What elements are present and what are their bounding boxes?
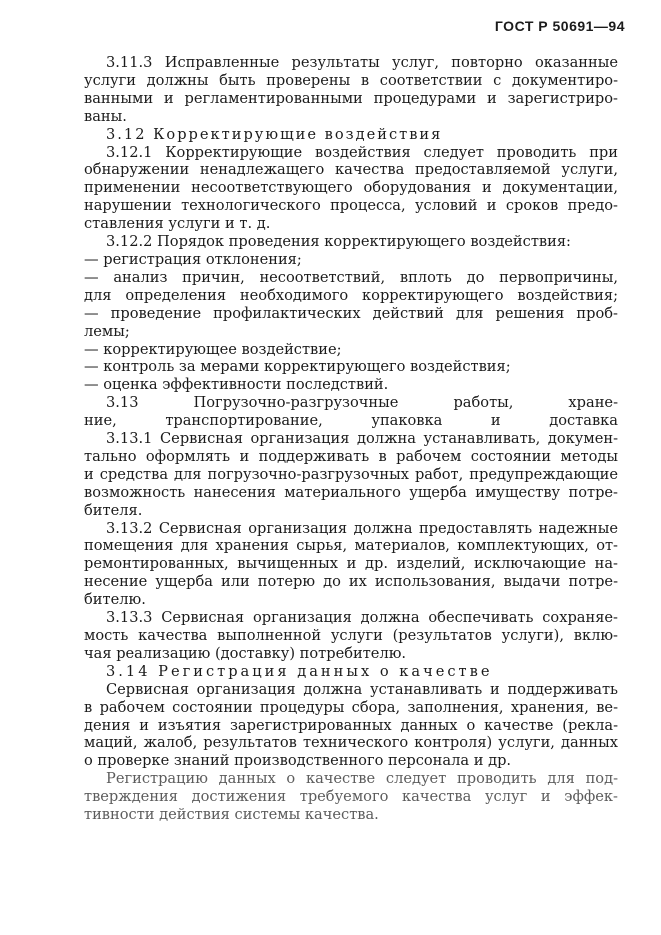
list-item: — контроль за мерами корректирующего воздействия; — [84, 358, 511, 376]
list-item: — анализ причин, несоответствий, вплоть до первопричины, — [84, 268, 618, 286]
text-line: Сервисная организация должна устанавливать и поддерживать — [106, 680, 618, 698]
text-line: тверждения достижения требуемого качества услуг и эффек- — [84, 788, 618, 806]
text-line: для определения необходимого корректирующего воздействия; — [84, 286, 618, 304]
text-line: 3.13.3 Сервисная организация должна обеспечивать сохраняе- — [106, 609, 618, 627]
document-header: ГОСТ Р 50691—94 — [494, 18, 625, 34]
text-line: бителю. — [84, 591, 146, 609]
text-line: ремонтированных, вычищенных и др. изделий, исключающие на- — [84, 555, 618, 573]
text-line: в рабочем состоянии процедуры сбора, заполнения, хранения, ве- — [84, 698, 618, 716]
text-line: тально оформлять и поддерживать в рабочем состоянии методы — [84, 447, 618, 465]
document-body — [84, 54, 618, 824]
text-line: 3.12.1 Корректирующие воздействия следует проводить при — [106, 143, 618, 161]
text-line: возможность нанесения материального ущерба имуществу потре- — [84, 483, 618, 501]
text-line: несение ущерба или потерю до их использования, выдачи потре- — [84, 573, 618, 591]
text-line: услуги должны быть проверены в соответствии с документиро- — [84, 71, 618, 89]
text-line: 3.13.2 Сервисная организация должна предоставлять надежные — [106, 519, 618, 537]
text-line: мость качества выполненной услуги (результатов услуги), вклю- — [84, 627, 618, 644]
list-item: — оценка эффективности последствий. — [84, 376, 389, 394]
text-line: лемы; — [84, 322, 130, 340]
text-line: чая реализацию (доставку) потребителю. — [84, 644, 407, 662]
text-line: помещения для хранения сырья, материалов, комплектующих, от- — [84, 537, 618, 555]
text-line: 3.11.3 Исправленные результаты услуг, повторно оказанные — [106, 54, 618, 71]
text-line: бителя. — [84, 501, 143, 519]
text-line: нарушении технологического процесса, условий и сроков предо- — [84, 197, 618, 215]
text-line: дения и изъятия зарегистрированных данных о качестве (рекла- — [84, 716, 618, 734]
text-line: 3.12.2 Порядок проведения корректирующего воздействия: — [106, 233, 571, 251]
text-line: применении несоответствующего оборудования и документации, — [84, 179, 618, 197]
section-heading: 3.13 Погрузочно-разгрузочные работы, хране- — [106, 394, 618, 412]
section-heading: 3.14 Регистрация данных о качестве — [106, 662, 493, 680]
text-line: о проверке знаний производственного персонала и др. — [84, 752, 512, 770]
text-line: ставления услуги и т. д. — [84, 215, 271, 233]
text-line: 3.13.1 Сервисная организация должна устанавливать, докумен- — [106, 430, 618, 448]
list-item: — проведение профилактических действий для решения проб- — [84, 304, 618, 322]
text-line: и средства для погрузочно-разгрузочных работ, предупреждающие — [84, 465, 618, 483]
text-line: тивности действия системы качества. — [84, 806, 379, 824]
text-line: ваны. — [84, 107, 127, 125]
section-heading: ние, транспортирование, упаковка и доставка — [84, 412, 618, 430]
text-line: обнаружении ненадлежащего качества предоставляемой услуги, — [84, 161, 618, 179]
text-line: ванными и регламентированными процедурами и зарегистриро- — [84, 89, 618, 107]
section-heading: 3.12 Корректирующие воздействия — [106, 125, 443, 143]
text-line: Регистрацию данных о качестве следует проводить для под- — [106, 770, 618, 788]
list-item: — регистрация отклонения; — [84, 250, 302, 268]
list-item: — корректирующее воздействие; — [84, 340, 342, 358]
text-line: маций, жалоб, результатов технического контроля) услуги, данных — [84, 734, 618, 752]
